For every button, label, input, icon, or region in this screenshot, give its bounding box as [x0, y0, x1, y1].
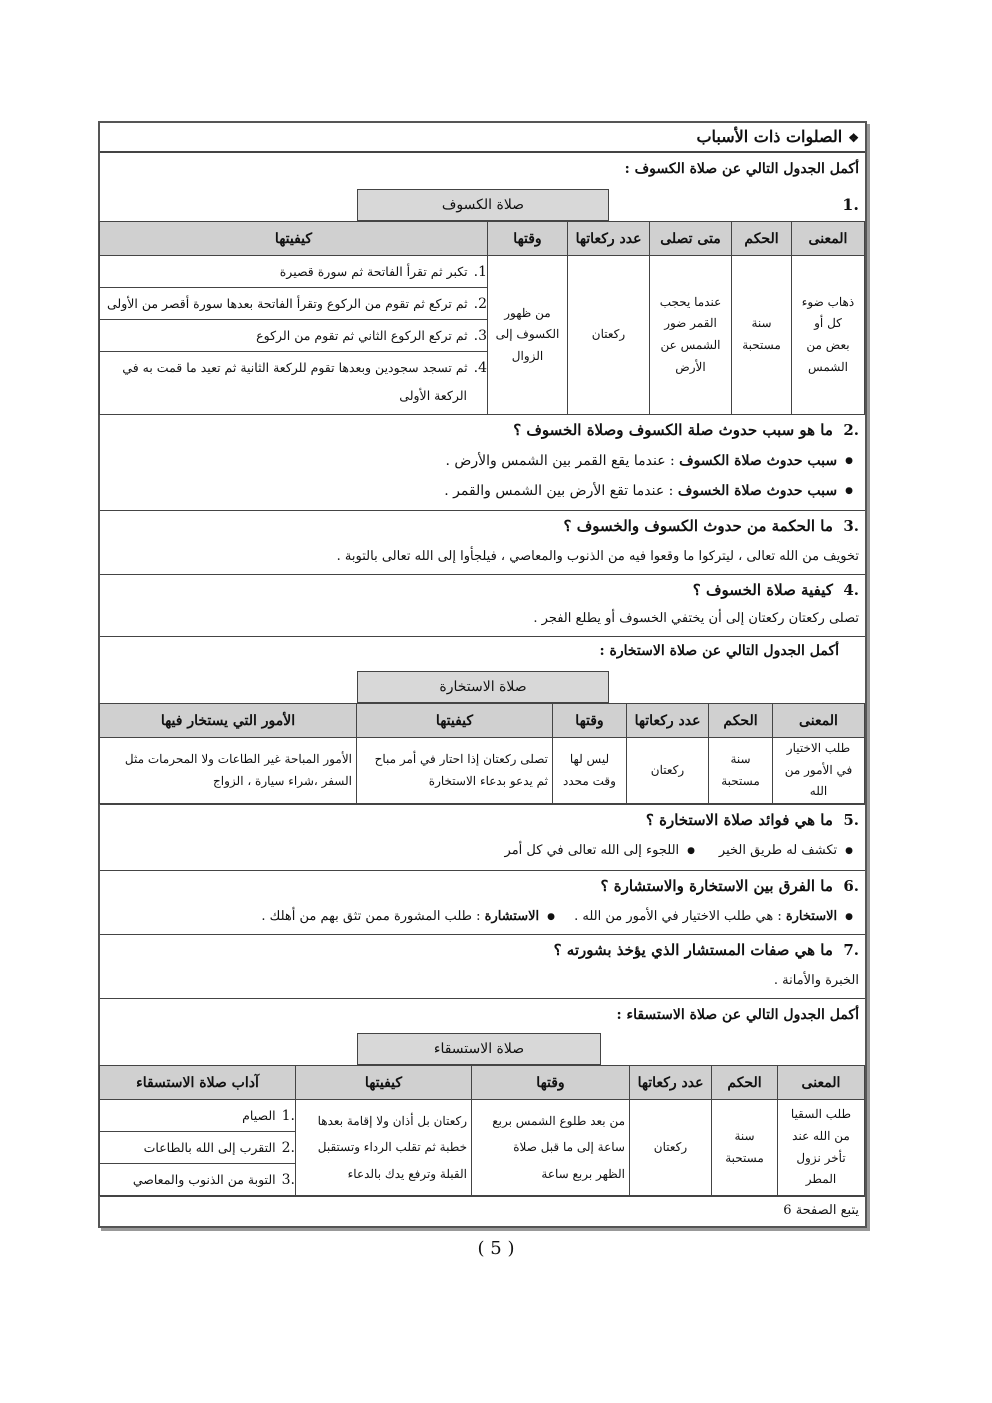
- q3-answer: تخويف من الله تعالى ، ليتركوا ما وقعوا فيه من الذنوب والمعاصي ، فيلجأوا إلى الله تعالى بالتوبة .: [336, 549, 859, 564]
- istikhara-meaning: طلب الاختيار في الأمور من الله: [773, 738, 865, 804]
- istikhara-header-rakat: عدد ركعاتها: [627, 704, 709, 738]
- q5-benefit-2: ● اللجوء إلى الله تعالى في كل أمر: [505, 843, 695, 858]
- istisqa-header-how: كيفيتها: [296, 1066, 472, 1100]
- istisqa-manner-1: .1الصيام: [100, 1100, 295, 1132]
- istisqa-table-title: صلاة الاستسقاء: [357, 1033, 601, 1065]
- kusuf-intro: أكمل الجدول التالي عن صلاة الكسوف :: [624, 161, 859, 177]
- worksheet: [98, 121, 867, 1228]
- istikhara-intro: أكمل الجدول التالي عن صلاة الاستخارة :: [599, 643, 839, 659]
- q2-section: [100, 415, 865, 511]
- q4-question: .4 كيفية صلاة الخسوف ؟: [692, 581, 859, 599]
- kusuf-when: عندما يحجب القمر ضور الشمس عن الأرض: [650, 256, 732, 415]
- kusuf-time: من ظهور الكسوف إلى الزوال: [488, 256, 568, 415]
- kusuf-step-4: 4.ثم تسجد سجودين وبعدها تقوم للركعة الثانية ثم تعيد ما قمت به في الركعة الأولى: [122, 360, 487, 403]
- q4-section: [100, 575, 865, 637]
- istisqa-ruling: سنة مستحبة: [712, 1100, 778, 1196]
- istikhara-table: [99, 703, 865, 804]
- istisqa-header-ruling: الحكم: [712, 1066, 778, 1100]
- kusuf-step-1: 1.تكبر ثم تقرأ الفاتحة ثم سورة قصيرة: [100, 256, 487, 288]
- kusuf-steps: [100, 256, 488, 415]
- istikhara-header-how: كيفيتها: [357, 704, 553, 738]
- istikhara-rakat: ركعتان: [627, 738, 709, 804]
- kusuf-table: [99, 221, 865, 415]
- istikhara-section: [100, 637, 865, 805]
- istisqa-manner-3: .3التوبة من الذنوب والمعاصي: [132, 1172, 295, 1188]
- q7-question: .7 ما هي صفات المستشار الذي يؤخذ بشورته ؟: [553, 941, 859, 959]
- istisqa-manner-2: .2التقرب إلى الله بالطاعات: [100, 1132, 295, 1164]
- diamond-bullet-icon: ❖: [848, 131, 859, 145]
- kusuf-header-ruling: الحكم: [732, 222, 792, 256]
- istikhara-how: تصلى ركعتان إذا احتار في أمر مباح ثم يدعو بدعاء الاستخارة: [357, 738, 553, 804]
- continue-row: [100, 1197, 865, 1226]
- istisqa-how: ركعتان بل أذان ولا إقامة بعدها خطبة ثم تقلب الرداء وتستقبل القبلة وترفع يدك بالدعاء: [296, 1100, 472, 1196]
- q7-section: [100, 935, 865, 999]
- istisqa-header-time: وقتها: [472, 1066, 630, 1100]
- istisqa-header-manners: آداب صلاة الاستسقاء: [100, 1066, 296, 1100]
- q3-section: [100, 511, 865, 575]
- istisqa-meaning: طلب السقيا من الله عند تأخر نزول المطر: [778, 1100, 865, 1196]
- q5-question: .5 ما هي فوائد صلاة الاستخارة ؟: [645, 811, 859, 829]
- istisqa-time: من بعد طلوع الشمس بربع ساعة إلى ما قبل صلاة الظهر بربع ساعة: [472, 1100, 630, 1196]
- q7-answer: الخبرة والأمانة .: [773, 973, 859, 988]
- istisqa-rakat: ركعتان: [630, 1100, 712, 1196]
- istisqa-intro: أكمل الجدول التالي عن صلاة الاستسقاء :: [616, 1007, 859, 1023]
- istisqa-manners: [100, 1100, 296, 1196]
- kusuf-ruling: سنة مستحبة: [732, 256, 792, 415]
- istikhara-header-meaning: المعنى: [773, 704, 865, 738]
- q6-question: .6 ما الفرق بين الاستخارة والاستشارة ؟: [600, 877, 859, 895]
- continue-note: يتبع الصفحة 6: [783, 1203, 859, 1218]
- kusuf-meaning: ذهاب ضوء كل أو بعض من الشمس: [792, 256, 865, 415]
- istisqa-table: [99, 1065, 865, 1196]
- istikhara-header-matters: الأمور التي يستخار فيها: [100, 704, 357, 738]
- istisqa-header-rakat: عدد ركعاتها: [630, 1066, 712, 1100]
- istikhara-header-ruling: الحكم: [709, 704, 773, 738]
- istikhara-header-time: وقتها: [553, 704, 627, 738]
- kusuf-number: .1: [842, 195, 859, 214]
- q6-section: [100, 871, 865, 935]
- page-number: ( 5 ): [477, 1238, 515, 1259]
- kusuf-table-title: صلاة الكسوف: [357, 189, 609, 221]
- kusuf-header-rakat: عدد ركعاتها: [568, 222, 650, 256]
- istisqa-section: [100, 999, 865, 1197]
- istikhara-table-title: صلاة الاستخارة: [357, 671, 609, 703]
- section-title: ❖الصلوات ذات الأسباب: [696, 127, 859, 146]
- q6-answer-2: ● الاستشارة : طلب المشورة ممن تثق بهم من أهلك .: [261, 909, 555, 924]
- kusuf-header-when: متى تصلى: [650, 222, 732, 256]
- kusuf-header-how: كيفيتها: [100, 222, 488, 256]
- kusuf-section: [100, 153, 865, 415]
- q6-answer-1: ● الاستخارة : هي طلب الاختيار في الأمور من الله .: [574, 909, 853, 924]
- istisqa-header-meaning: المعنى: [778, 1066, 865, 1100]
- istikhara-ruling: سنة مستحبة: [709, 738, 773, 804]
- q2-question: .2 ما هو سبب حدوث صلة الكسوف وصلاة الخسوف ؟: [513, 421, 859, 439]
- q4-answer: تصلى ركعتان ركعتان إلى أن يختفي الخسوف أو يطلع الفجر .: [533, 611, 859, 626]
- kusuf-step-2: 2.ثم تركع ثم تقوم من الركوع وتقرأ الفاتحة بعدها سورة أقصر من الأولى: [100, 288, 487, 320]
- q2-answer-2: ● سبب حدوث صلاة الخسوف : عندما تقع الأرض بين الشمس والقمر .: [444, 483, 853, 499]
- kusuf-header-meaning: المعنى: [792, 222, 865, 256]
- q3-question: .3 ما الحكمة من حدوث الكسوف والخسوف ؟: [563, 517, 859, 535]
- istikhara-matters: الأمور المباحة غير الطاعات ولا المحرمات مثل السفر ،شراء سيارة ، الزواج: [100, 738, 357, 804]
- kusuf-rakat: ركعتان: [568, 256, 650, 415]
- section-header: [100, 123, 865, 153]
- q5-benefit-1: ● تكشف له طريق الخير: [719, 843, 853, 858]
- q5-section: [100, 805, 865, 871]
- q2-answer-1: ● سبب حدوث صلاة الكسوف : عندما يقع القمر بين الشمس والأرض .: [446, 453, 853, 469]
- kusuf-step-3: 3.ثم تركع الركوع الثاني ثم تقوم من الركوع: [100, 320, 487, 352]
- kusuf-header-time: وقتها: [488, 222, 568, 256]
- istikhara-time: ليس لها وقت محدد: [553, 738, 627, 804]
